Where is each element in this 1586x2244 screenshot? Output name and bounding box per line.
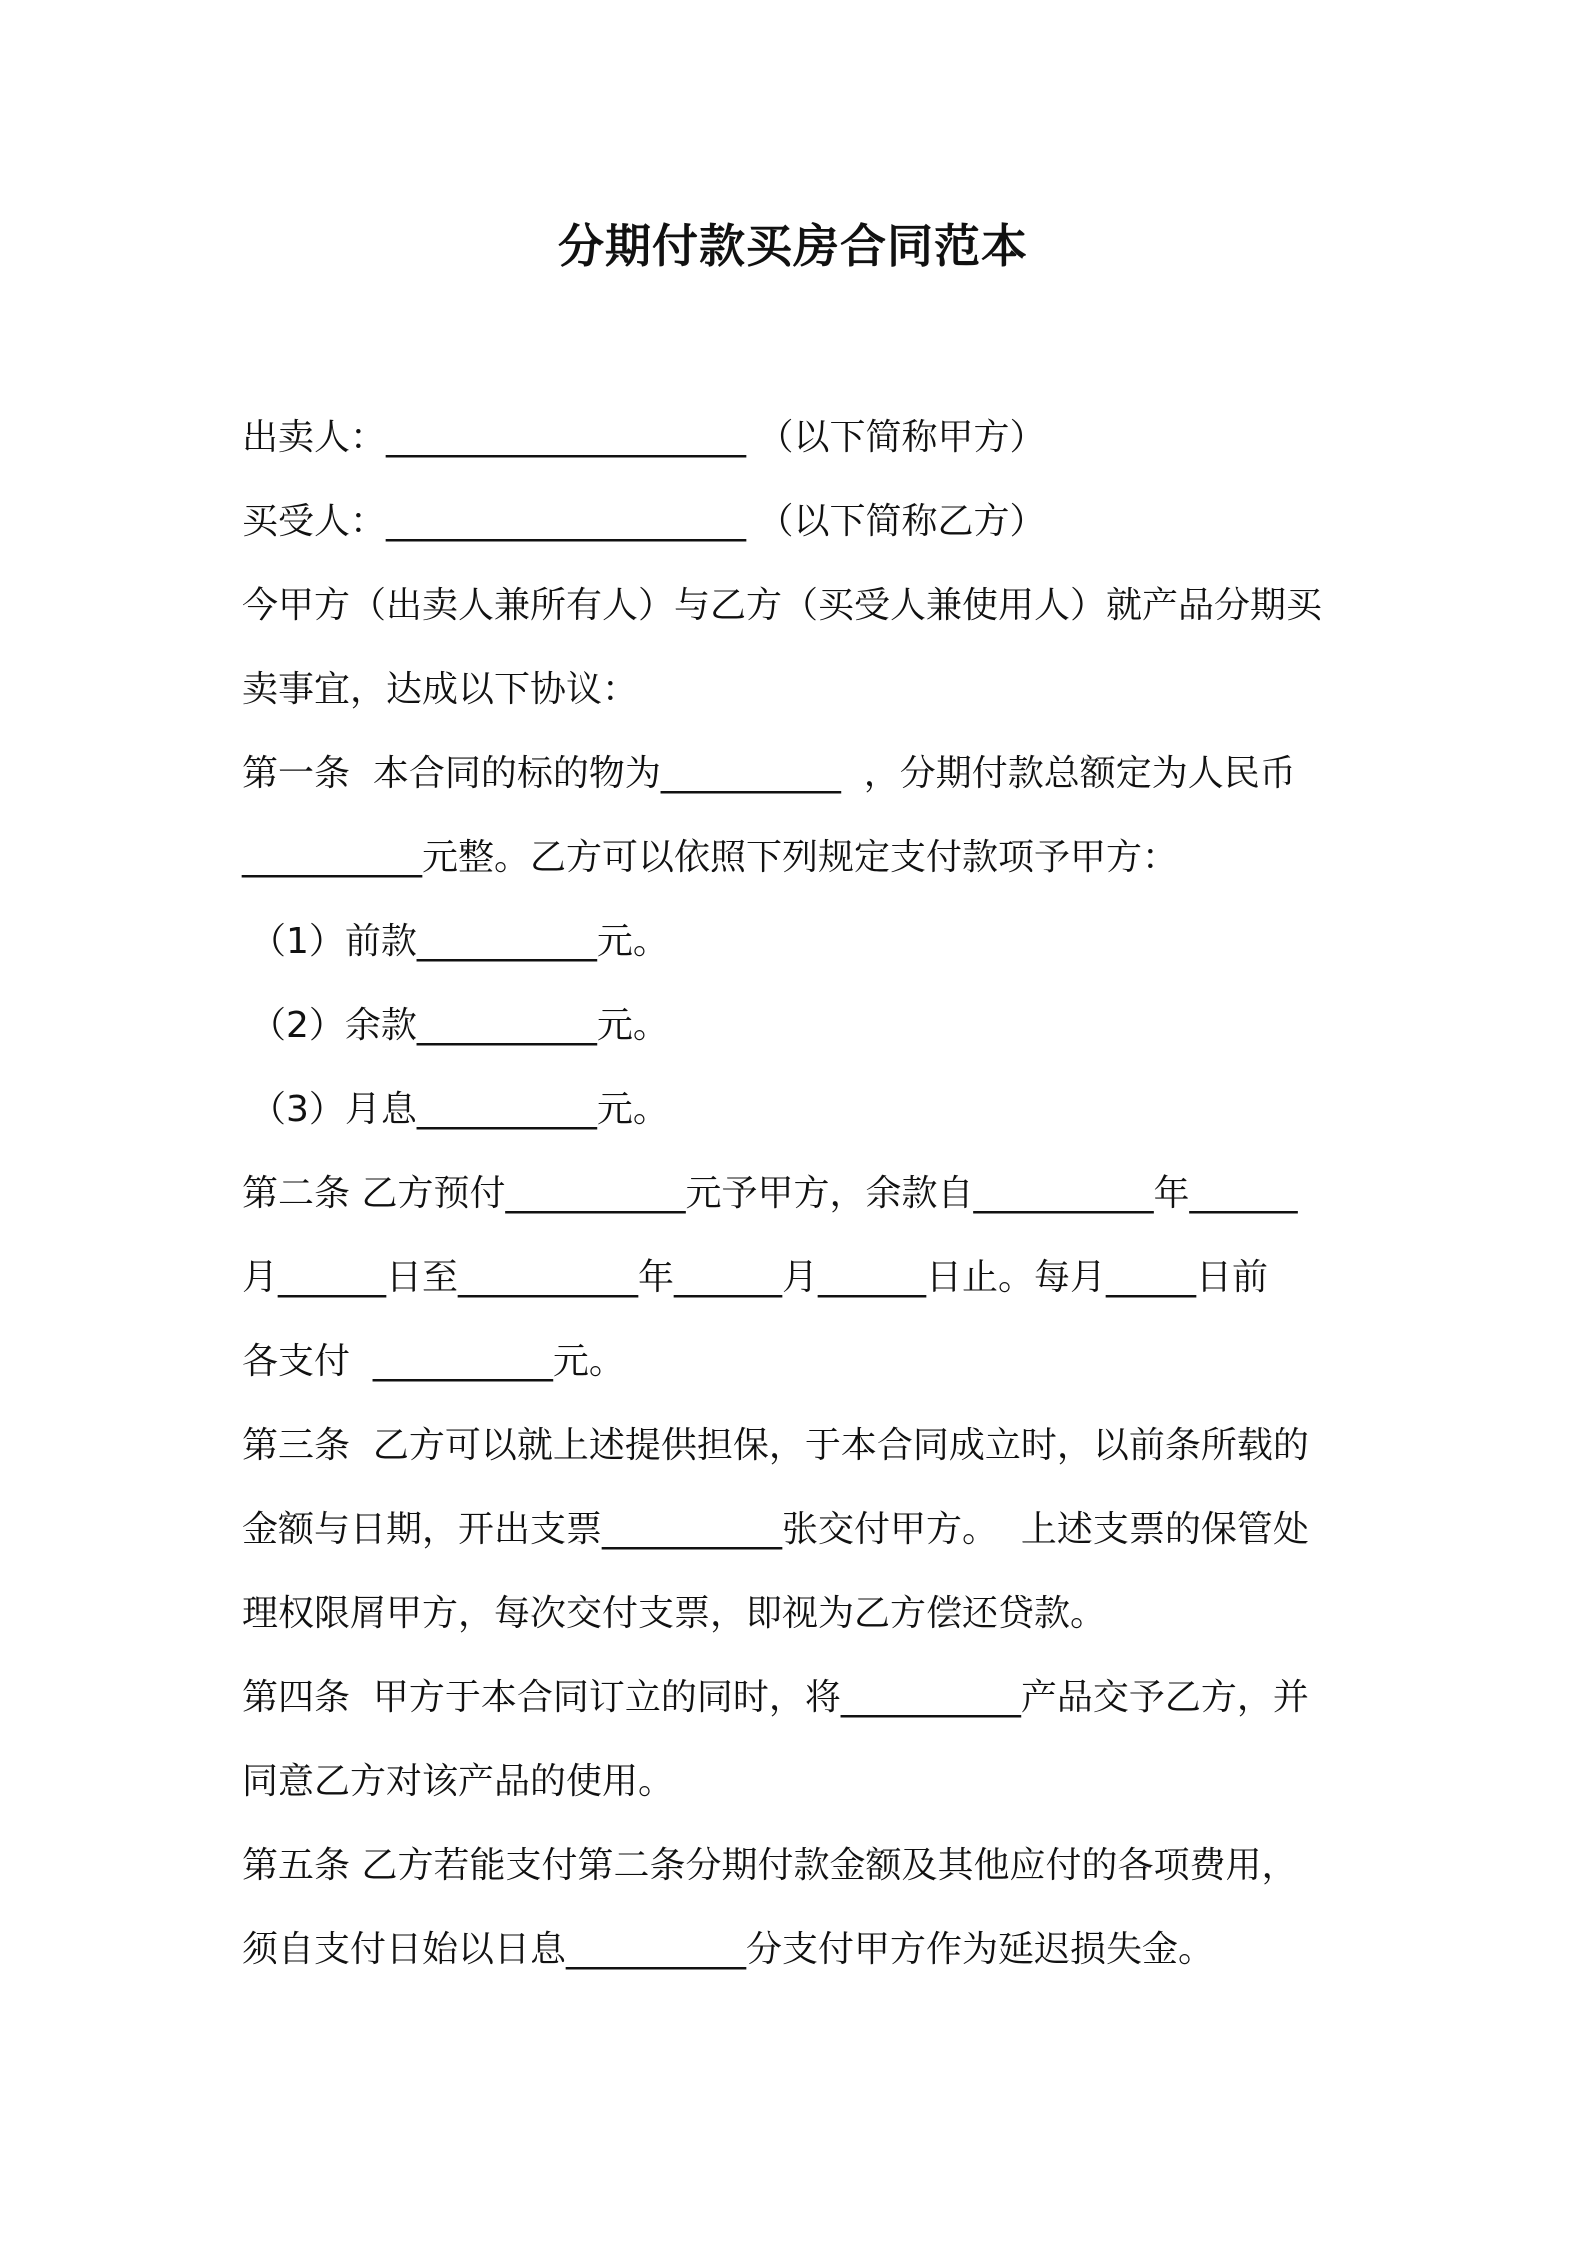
seller-line: 出卖人：____________________ （以下简称甲方） <box>242 417 1046 458</box>
article-1-line-1: 第一条 本合同的标的物为__________ ，分期付款总额定为人民币 <box>242 753 1296 794</box>
article-3-line-3: 理权限屑甲方，每次交付支票，即视为乙方偿还贷款。 <box>242 1593 1107 1634</box>
preamble-line-1: 今甲方（出卖人兼所有人）与乙方（买受人兼使用人）就产品分期买 <box>242 585 1323 626</box>
article-5-line-1: 第五条 乙方若能支付第二条分期付款金额及其他应付的各项费用， <box>242 1845 1298 1886</box>
article-4-line-2: 同意乙方对该产品的使用。 <box>242 1761 675 1802</box>
buyer-line: 买受人：____________________ （以下简称乙方） <box>242 501 1046 542</box>
article-3-line-1: 第三条 乙方可以就上述提供担保，于本合同成立时，以前条所载的 <box>242 1425 1309 1466</box>
preamble-line-2: 卖事宜，达成以下协议： <box>242 669 639 710</box>
article-1-item-1: （1）前款__________元。 <box>250 921 669 962</box>
article-5-line-2: 须自支付日始以日息__________分支付甲方作为延迟损失金。 <box>242 1929 1215 1970</box>
article-3-line-2: 金额与日期，开出支票__________张交付甲方。 上述支票的保管处 <box>242 1509 1309 1550</box>
article-4-line-1: 第四条 甲方于本合同订立的同时，将__________产品交予乙方，并 <box>242 1677 1309 1718</box>
article-1-line-2: __________元整。乙方可以依照下列规定支付款项予甲方： <box>242 837 1179 878</box>
article-2-line-1: 第二条 乙方预付__________元予甲方，余款自__________年______ <box>242 1173 1298 1214</box>
article-2-line-3: 各支付 __________元。 <box>242 1341 625 1382</box>
article-1-item-2: （2）余款__________元。 <box>250 1005 669 1046</box>
document-title: 分期付款买房合同范本 <box>558 219 1028 273</box>
article-2-line-2: 月______日至__________年______月______日止。每月_____日前 <box>242 1257 1269 1298</box>
article-1-item-3: （3）月息__________元。 <box>250 1089 669 1130</box>
